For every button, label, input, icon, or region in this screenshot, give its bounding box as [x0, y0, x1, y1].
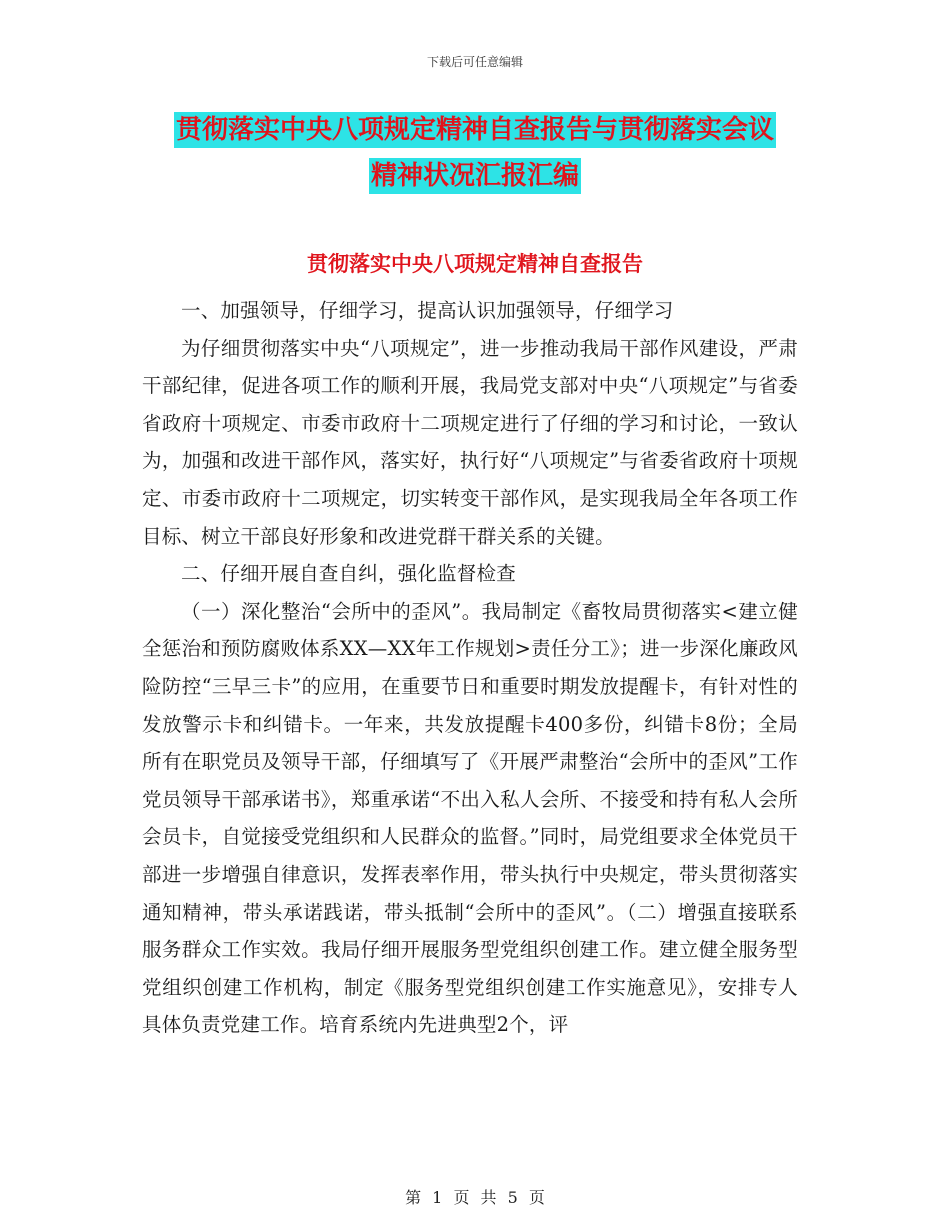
paragraph-2: （一）深化整治“会所中的歪风”。我局制定《畜牧局贯彻落实<建立健全惩治和预防腐败体系XX—XX年工作规划>责任分工》；进一步深化廉政风险防控“三早三卡”的应用，在重要节日和重要时期发放提醒卡，有针对性的发放警示卡和纠错卡。一年来，共发放提醒卡400多份，纠错卡8份；全局所有在职党员及领导干部，仔细填写了《开展严肃整治“会所中的歪风”工作党员领导干部承诺书》，郑重承诺“不出入私人会所、不接受和持有私人会所会员卡，自觉接受党组织和人民群众的监督。”同时，局党组要求全体党员干部进一步增强自律意识，发挥表率作用，带头执行中央规定，带头贯彻落实通知精神，带头承诺践诺，带头抵制“会所中的歪风”。（二）增强直接联系服务群众工作实效。我局仔细开展服务型党组织创建工作。建立健全服务型党组织创建工作机构，制定《服务型党组织创建工作实施意见》，安排专人具体负责党建工作。培育系统内先进典型2个，评: [142, 599, 798, 1037]
page-number: 第 1 页 共 5 页: [405, 1188, 545, 1207]
paragraph-heading-1: 一、加强领导，仔细学习，提高认识加强领导，仔细学习: [181, 299, 674, 322]
document-title-text-1: 贯彻落实中央八项规定精神自查报告与贯彻落实会议: [174, 112, 776, 148]
header-note: 下载后可任意编辑: [426, 55, 523, 69]
document-title-line-2: [0, 160, 950, 192]
paragraph-1: 为仔细贯彻落实中央“八项规定”，进一步推动我局干部作风建设，严肃干部纪律，促进各项工作的顺利开展，我局党支部对中央“八项规定”与省委省政府十项规定、市委市政府十二项规定进行了仔细的学习和讨论，一致认为，加强和改进干部作风，落实好，执行好“八项规定”与省委省政府十项规定、市委市政府十二项规定，切实转变干部作风，是实现我局全年各项工作目标、树立干部良好形象和改进党群干群关系的关键。: [142, 336, 798, 548]
paragraph-heading-2: 二、仔细开展自查自纠，强化监督检查: [181, 562, 516, 586]
section-title: 贯彻落实中央八项规定精神自查报告: [307, 252, 643, 276]
document-title-line-1: [0, 114, 950, 146]
document-title-text-2: 精神状况汇报汇编: [369, 158, 581, 194]
document-body: [142, 292, 798, 1044]
